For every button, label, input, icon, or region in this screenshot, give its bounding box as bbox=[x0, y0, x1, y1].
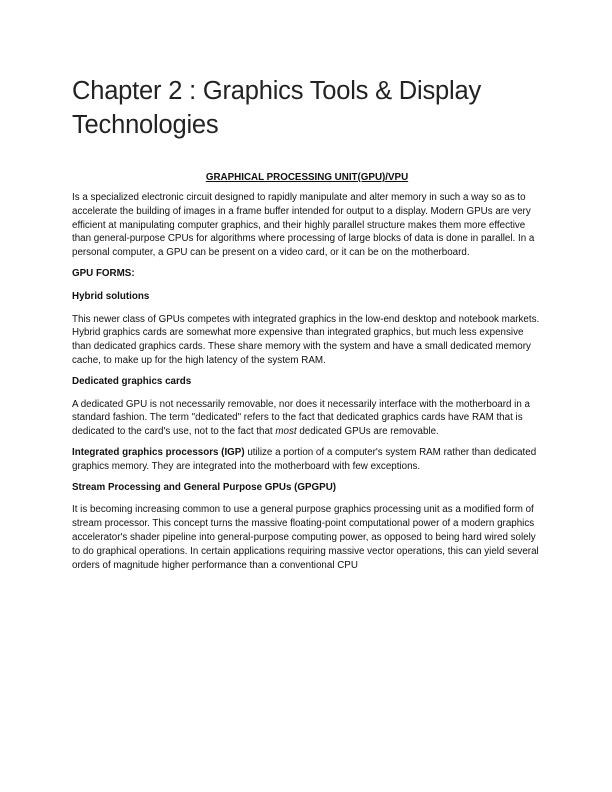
dedicated-text-after: dedicated GPUs are removable. bbox=[296, 426, 439, 438]
integrated-heading: Integrated graphics processors (IGP) bbox=[72, 446, 245, 458]
section-heading: GRAPHICAL PROCESSING UNIT(GPU)/VPU bbox=[205, 172, 409, 183]
integrated-text: utilize a portion of a computer's system RAM rather than dedicated graphics memory. They are integrated into the motherboard with few exceptions. bbox=[72, 446, 537, 472]
stream-paragraph: It is becoming increasing common to use a general purpose graphics processing unit as a modified form of stream processor. This concept turns the massive floating-point computational power of a modern graphics accelerator's shader pipeline into general-purpose computing power, as opposed to being hard wired solely to do graphical operations. In certain applications requiring massive vector operations, this can yield several orders of magnitude higher performance than a conventional CPU bbox=[72, 504, 539, 571]
hybrid-heading: Hybrid solutions bbox=[72, 290, 150, 302]
hybrid-paragraph: This newer class of GPUs competes with integrated graphics in the low-end desktop and notebook markets. Hybrid graphics cards are somewhat more expensive than integrated graphics, but much less expensive than dedicated graphics cards. These share memory with the system and have a small dedicated memory cache, to make up for the high latency of the system RAM. bbox=[72, 313, 540, 366]
dedicated-text-before: A dedicated GPU is not necessarily removable, nor does it necessarily interface with the motherboard in a standard fashion. The term "dedicated" refers to the fact that dedicated graphics cards have RAM that is dedicated to the card's use, not to the fact that bbox=[72, 398, 530, 438]
dedicated-text-emphasis: most bbox=[275, 426, 297, 438]
intro-paragraph: Is a specialized electronic circuit designed to rapidly manipulate and alter memory in such a way so as to accelerate the building of images in a frame buffer intended for output to a display. Modern GPUs are very efficient at manipulating computer graphics, and their highly parallel structure makes them more effective than general-purpose CPUs for algorithms where processing of large blocks of data is done in parallel. In a personal computer, a GPU can be present on a video card, or it can be on the motherboard. bbox=[72, 192, 535, 259]
integrated-paragraph bbox=[72, 446, 542, 474]
dedicated-heading: Dedicated graphics cards bbox=[72, 375, 192, 387]
stream-heading: Stream Processing and General Purpose GPUs (GPGPU) bbox=[72, 481, 337, 493]
dedicated-paragraph bbox=[72, 398, 542, 439]
gpu-forms-label: GPU FORMS: bbox=[72, 267, 135, 279]
chapter-title: Chapter 2 : Graphics Tools & Display Technologies bbox=[72, 77, 482, 139]
